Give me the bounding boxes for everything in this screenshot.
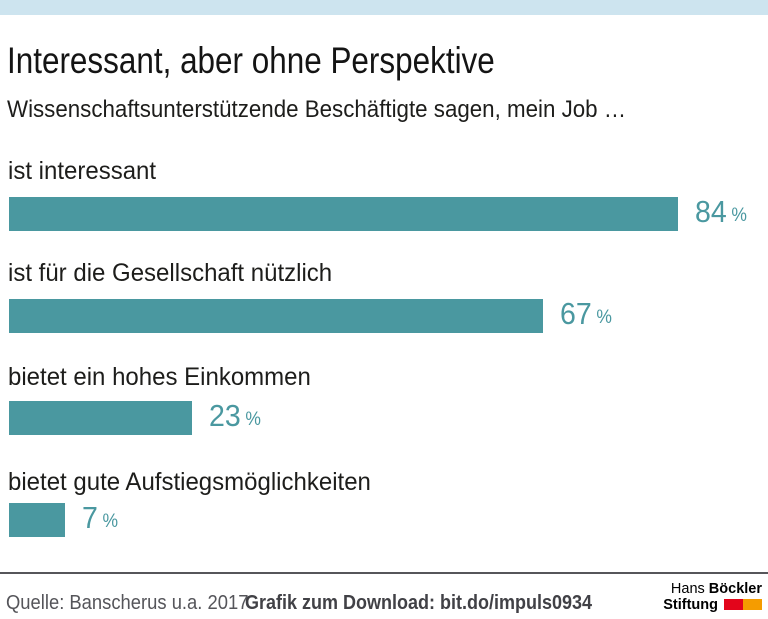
chart-subtitle: Wissenschaftsunterstützende Beschäftigte sagen, mein Job … bbox=[7, 96, 627, 123]
top-accent-strip bbox=[0, 0, 768, 15]
footer-divider bbox=[0, 572, 768, 574]
value-number: 67 bbox=[560, 295, 592, 331]
value-number: 84 bbox=[695, 193, 727, 229]
percent-sign: % bbox=[102, 510, 119, 532]
value-label bbox=[82, 501, 118, 540]
bar bbox=[9, 197, 678, 231]
bar bbox=[9, 503, 65, 537]
percent-sign: % bbox=[731, 204, 747, 226]
chart-title: Interessant, aber ohne Perspektive bbox=[7, 40, 495, 81]
source-text: Quelle: Banscherus u.a. 2017 bbox=[6, 592, 249, 614]
logo-color-red bbox=[724, 599, 743, 610]
logo-color-blocks bbox=[724, 599, 762, 610]
bar-row bbox=[9, 193, 751, 231]
logo-color-orange bbox=[743, 599, 762, 610]
logo-hans: Hans bbox=[670, 581, 705, 597]
bar-label: bietet gute Aufstiegsmöglichkeiten bbox=[8, 468, 371, 496]
value-number: 7 bbox=[82, 499, 98, 535]
logo-line-1 bbox=[663, 582, 762, 598]
value-number: 23 bbox=[209, 397, 241, 433]
bar-label: ist interessant bbox=[8, 157, 157, 185]
value-label bbox=[695, 195, 747, 234]
bar-label: ist für die Gesellschaft nützlich bbox=[8, 259, 333, 287]
value-label bbox=[560, 297, 612, 336]
logo-boeckler: Böckler bbox=[708, 581, 762, 597]
percent-sign: % bbox=[596, 306, 612, 328]
bar bbox=[9, 401, 192, 435]
bar-row bbox=[9, 499, 121, 537]
percent-sign: % bbox=[245, 408, 261, 430]
bar-label: bietet ein hohes Einkommen bbox=[8, 363, 311, 391]
logo-stiftung: Stiftung bbox=[663, 596, 718, 613]
download-link-text: Grafik zum Download: bit.do/impuls0934 bbox=[245, 592, 593, 614]
bar-row bbox=[9, 295, 616, 333]
value-label bbox=[209, 399, 261, 438]
hans-boeckler-stiftung-logo bbox=[663, 582, 762, 613]
bar-row bbox=[9, 397, 265, 435]
logo-line-2 bbox=[663, 598, 762, 614]
bar bbox=[9, 299, 543, 333]
